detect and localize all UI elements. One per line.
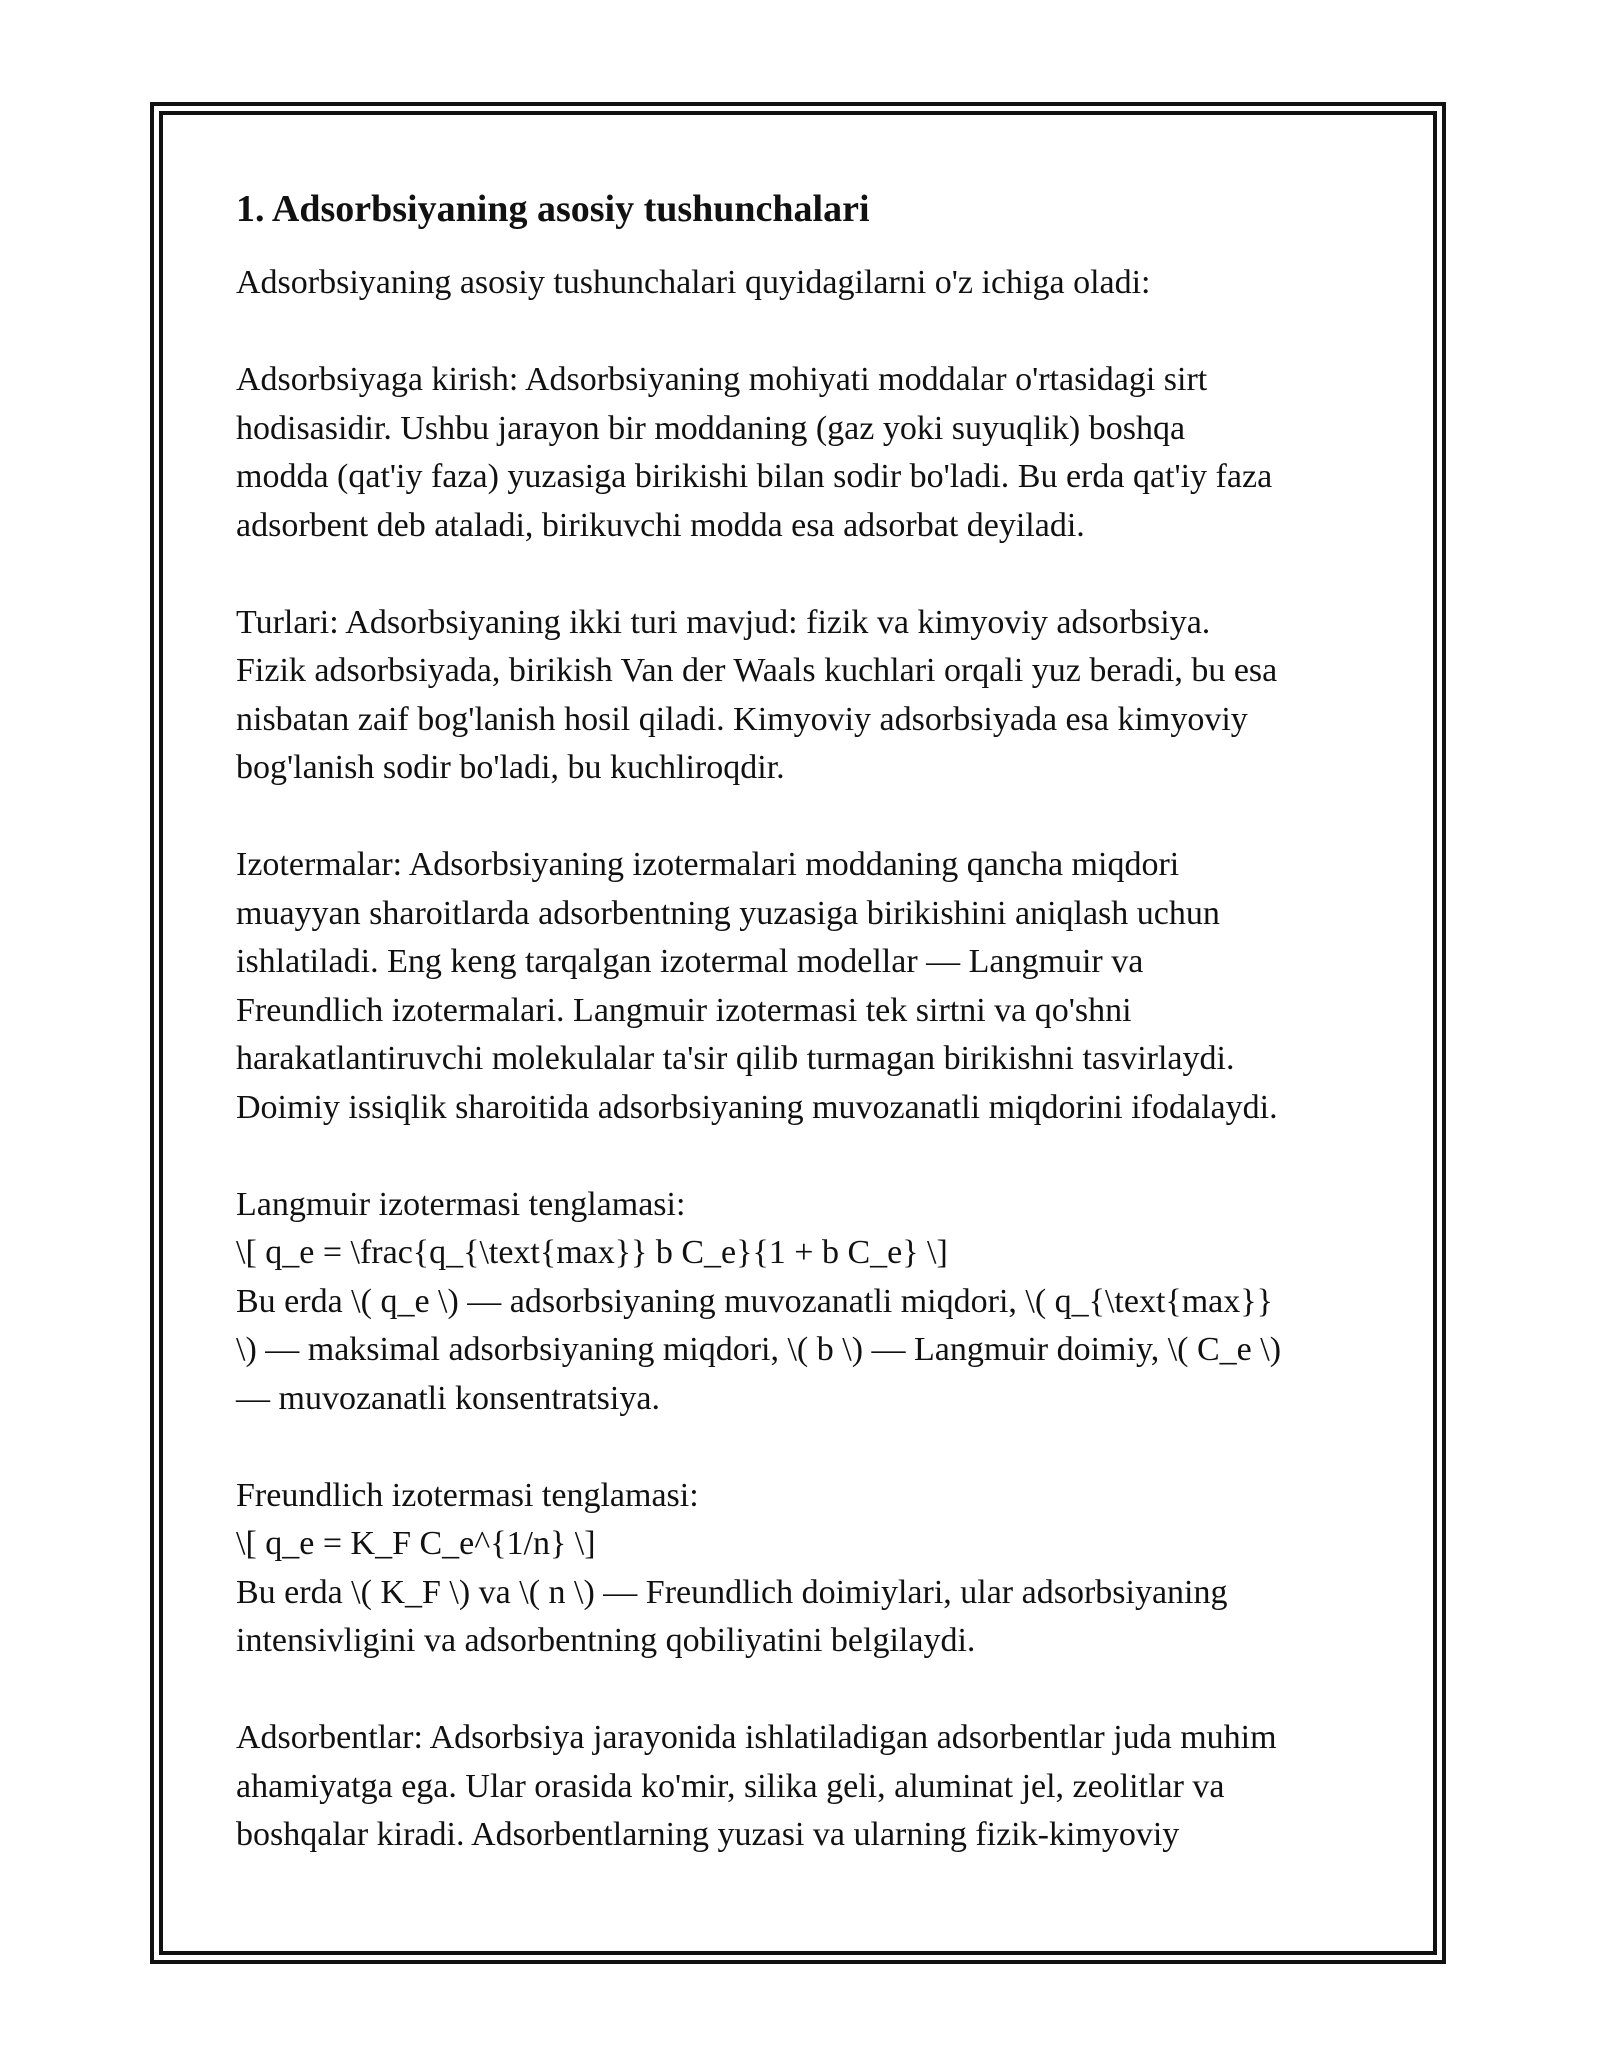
paragraph-freundlich [236,1472,1386,1666]
text-line: \) — maksimal adsorbsiyaning miqdori, \( b \) — Langmuir doimiy, \( C_e \) [236,1331,1282,1368]
section-heading: 1. Adsorbsiyaning asosiy tushunchalari [236,188,870,230]
text-line: ishlatiladi. Eng keng tarqalgan izotermal modellar — Langmuir va [236,943,1144,980]
text-line: harakatlantiruvchi molekulalar ta'sir qilib turmagan birikishni tasvirlaydi. [236,1040,1235,1077]
paragraph-turlari [236,599,1386,793]
paragraph-kirish [236,356,1386,550]
text-line: muayyan sharoitlarda adsorbentning yuzasiga birikishini aniqlash uchun [236,894,1220,932]
text-line: Adsorbentlar: Adsorbsiya jarayonida ishlatiladigan adsorbentlar juda muhim [236,1719,1277,1756]
paragraph-izotermalar [236,841,1386,1132]
text-line: Freundlich izotermasi tenglamasi: [236,1476,699,1514]
paragraph-adsorbentlar [236,1714,1386,1860]
text-line: modda (qat'iy faza) yuzasiga birikishi bilan sodir bo'ladi. Bu erda qat'iy faza [236,458,1273,495]
text-line: intensivligini va adsorbentning qobiliyatini belgilaydi. [236,1622,976,1659]
text-line: Freundlich izotermalari. Langmuir izotermasi tek sirtni va qo'shni [236,991,1132,1029]
text-line: Adsorbsiyaga kirish: Adsorbsiyaning mohiyati moddalar o'rtasidagi sirt [236,361,1208,398]
document-body [236,185,1386,1908]
text-line: boshqalar kiradi. Adsorbentlarning yuzasi va ularning fizik-kimyoviy [236,1816,1180,1853]
langmuir-equation: \[ q_e = \frac{q_{\text{max}} b C_e}{1 + b C_e} \] [236,1234,948,1271]
text-line: Adsorbsiyaning asosiy tushunchalari quyidagilarni o'z ichiga oladi: [236,264,1151,301]
text-line: Fizik adsorbsiyada, birikish Van der Waals kuchlari orqali yuz beradi, bu esa [236,652,1278,689]
text-line: adsorbent deb ataladi, birikuvchi modda esa adsorbat deyiladi. [236,506,1085,544]
text-line: Langmuir izotermasi tenglamasi: [236,1185,686,1223]
text-line: Bu erda \( q_e \) — adsorbsiyaning muvozanatli miqdori, \( q_{\text{max}} [236,1282,1273,1320]
text-line: nisbatan zaif bog'lanish hosil qiladi. Kimyoviy adsorbsiyada esa kimyoviy [236,700,1248,738]
freundlich-equation: \[ q_e = K_F C_e^{1/n} \] [236,1525,596,1562]
text-line: Izotermalar: Adsorbsiyaning izotermalari moddaning qancha miqdori [236,846,1180,883]
text-line: hodisasidir. Ushbu jarayon bir moddaning (gaz yoki suyuqlik) boshqa [236,409,1186,447]
paragraph-langmuir [236,1181,1386,1424]
text-line: bog'lanish sodir bo'ladi, bu kuchliroqdir. [236,749,785,786]
text-line: — muvozanatli konsentratsiya. [236,1379,660,1417]
text-line: Doimiy issiqlik sharoitida adsorbsiyaning muvozanatli miqdorini ifodalaydi. [236,1088,1278,1126]
text-line: Bu erda \( K_F \) va \( n \) — Freundlich doimiylari, ular adsorbsiyaning [236,1573,1228,1611]
text-line: ahamiyatga ega. Ular orasida ko'mir, silika geli, aluminat jel, zeolitlar va [236,1767,1225,1805]
text-line: Turlari: Adsorbsiyaning ikki turi mavjud: fizik va kimyoviy adsorbsiya. [236,603,1211,641]
intro-paragraph [236,259,1386,308]
